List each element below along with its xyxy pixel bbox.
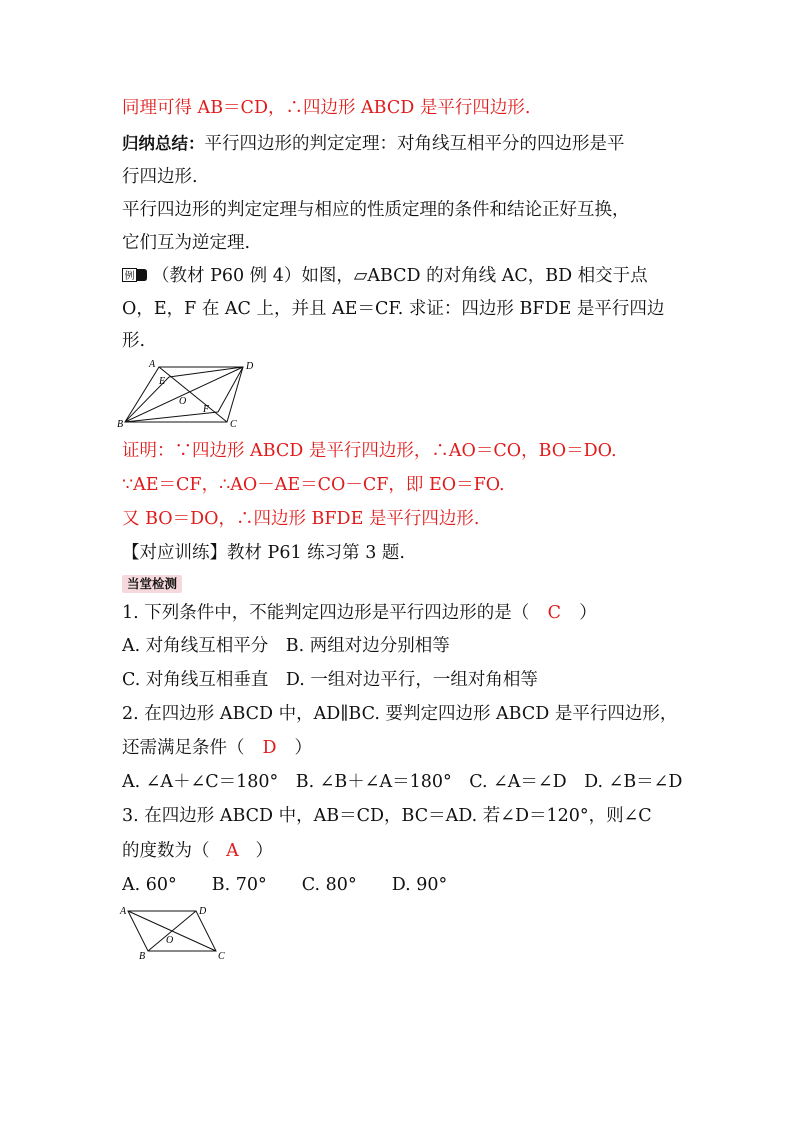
q1-stem (122, 600, 597, 626)
q3-close: ） (255, 841, 273, 861)
fig1-label-B: B (117, 419, 124, 430)
fig1-label-A: A (149, 359, 156, 370)
fig2-label-A: A (120, 906, 127, 917)
fig1-label-D: D (246, 361, 254, 372)
q3-options: A. 60° B. 70° C. 80° D. 90° (122, 875, 448, 895)
proof-conclusion: 同理可得 AB＝CD，∴四边形 ABCD 是平行四边形. (122, 98, 531, 118)
fig1-label-O: O (179, 396, 187, 407)
example-icon (122, 268, 148, 282)
training-line: 【对应训练】教材 P61 练习第 3 题. (122, 543, 405, 563)
fig1-label-E: E (159, 376, 166, 387)
example-line-3: 形. (122, 331, 146, 351)
parallelogram-figure-1 (115, 355, 265, 435)
summary-line-3: 平行四边形的判定定理与相应的性质定理的条件和结论正好互换， (122, 200, 630, 220)
q2-close: ） (294, 738, 312, 758)
q1-options-2: C. 对角线互相垂直 D. 一组对边平行，一组对角相等 (122, 670, 538, 690)
fig2-label-D: D (199, 906, 207, 917)
q1-stem-text: 1. 下列条件中，不能判定四边形是平行四边形的是（ (122, 603, 530, 623)
fig1-label-C: C (230, 419, 237, 430)
check-badge: 当堂检测 (122, 575, 182, 593)
example-line-1 (122, 263, 648, 289)
q1-answer: C (547, 603, 561, 623)
summary-label: 归纳总结： (122, 134, 205, 153)
fig1-label-F: F (203, 404, 210, 415)
summary-line-2: 行四边形. (122, 167, 198, 187)
q2-stem-1: 2. 在四边形 ABCD 中，AD∥BC. 要判定四边形 ABCD 是平行四边形， (122, 704, 678, 724)
summary-line-4: 它们互为逆定理. (122, 233, 251, 253)
q2-stem-2 (122, 735, 312, 761)
fig2-label-C: C (218, 951, 225, 962)
q2-answer: D (262, 738, 277, 758)
fig2-label-O: O (166, 935, 174, 946)
q2-options: A. ∠A＋∠C＝180° B. ∠B＋∠A＝180° C. ∠A＝∠D D. ∠B＝∠D (122, 772, 683, 792)
q1-options-1: A. 对角线互相平分 B. 两组对边分别相等 (122, 636, 450, 656)
example-line-2: O，E，F 在 AC 上，并且 AE＝CF. 求证：四边形 BFDE 是平行四边 (122, 299, 665, 319)
summary-line-1 (122, 131, 625, 157)
fig2-label-B: B (139, 951, 146, 962)
example-icon-text: 例 (124, 271, 135, 282)
q2-stem-text: 还需满足条件（ (122, 738, 245, 758)
q3-answer: A (226, 841, 239, 861)
q3-stem-2 (122, 838, 273, 864)
proof-line-1: 证明：∵四边形 ABCD 是平行四边形，∴AO＝CO，BO＝DO. (122, 441, 617, 461)
summary-text-1: 平行四边形的判定定理：对角线互相平分的四边形是平 (204, 134, 625, 154)
q3-stem-text: 的度数为（ (122, 841, 210, 861)
q3-stem-1: 3. 在四边形 ABCD 中，AB＝CD，BC＝AD. 若∠D＝120°，则∠C (122, 806, 652, 826)
proof-line-3: 又 BO＝DO，∴四边形 BFDE 是平行四边形. (122, 509, 480, 529)
example-text-1: （教材 P60 例 4）如图，▱ABCD 的对角线 AC，BD 相交于点 (152, 266, 648, 286)
proof-line-2: ∵AE＝CF，∴AO－AE＝CO－CF，即 EO＝FO. (122, 475, 505, 495)
parallelogram-figure-2 (118, 901, 238, 963)
q1-close: ） (579, 603, 597, 623)
